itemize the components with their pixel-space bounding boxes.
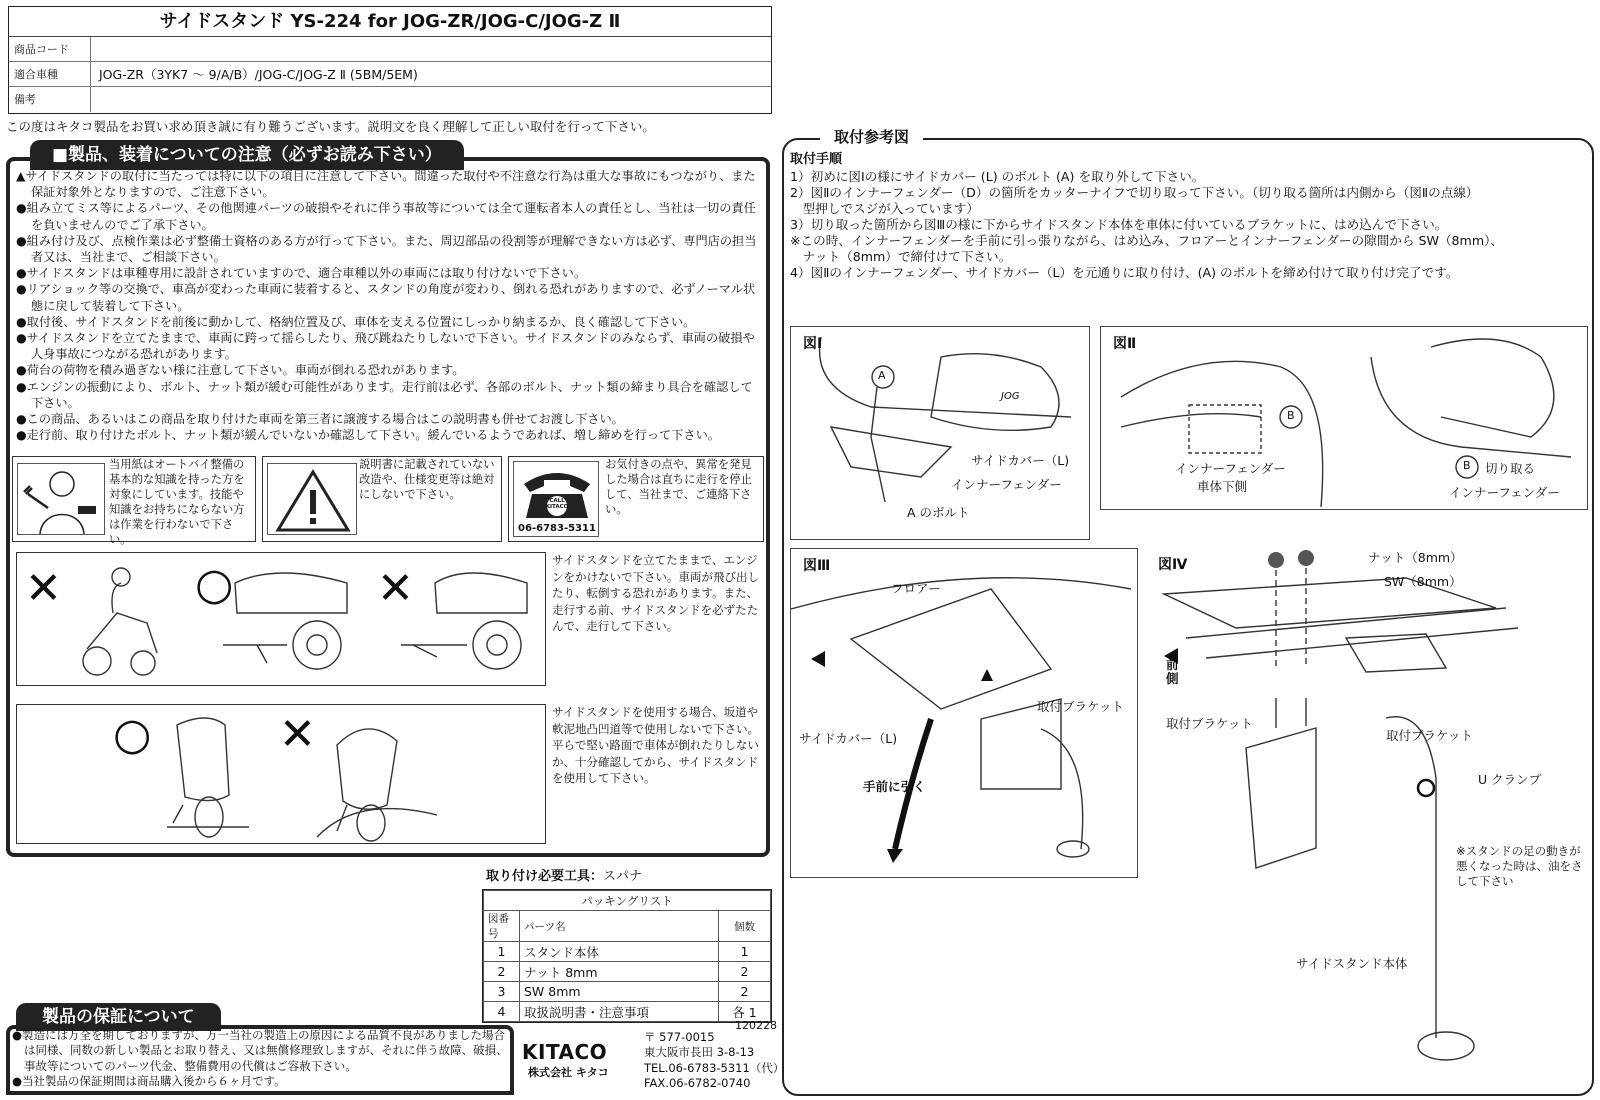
ng-mark: ✕ [377, 563, 414, 614]
warning-engine-text: サイドスタンドを立てたままで、エンジンをかけないで下さい。車両が飛び出したり、転倒する恐れがあります。また、走行する前、サイドスタンドを必ずたたんで、走行して下さい。 [552, 553, 759, 633]
caution-item: ●荷台の荷物を積み過ぎない様に注意して下さい。車両が倒れる恐れがあります。 [16, 363, 465, 378]
warning-slope-text: サイドスタンドを使用する場合、坂道や軟泥地凸凹道等で使用しないで下さい。平らで堅い路面で車体が倒れたりしないか、十分確認してから、サイドスタンドを使用して下さい。 [552, 705, 759, 785]
caution-item: ●エンジンの振動により、ボルト、ナット類が緩む可能性があります。走行前は必ず、各部のボルト、ナット類の締まり具合を確認して下さい。 [16, 379, 753, 410]
cell-fig: 2 [484, 962, 520, 982]
caution-item: ●取付後、サイドスタンドを前後に動かして、格納位置及び、車体を支える位置にしっかり納まるか、良く確認して下さい。 [16, 314, 696, 329]
figure-4 [1146, 548, 1588, 1090]
logo-text: KITACO [522, 1040, 608, 1064]
cell-name: ナット 8mm [520, 962, 719, 982]
step-item: 4）図Ⅱのインナーフェンダー、サイドカバー（L）を元通りに取り付け、(A) のボルトを締め付けて取り付け完了です。 [790, 265, 1459, 280]
side-cover-label: サイドカバー（L) [799, 731, 898, 746]
figure-1-label: 図Ⅰ [803, 336, 823, 352]
street-address: 東大阪市長田 3-8-13 [644, 1045, 755, 1060]
guarantee-list [12, 1028, 508, 1089]
ok-mark: ○ [113, 709, 152, 760]
notice-modification-text: 説明書に記載されていない改造や、仕様変更等は絶対にしないで下さい。 [359, 458, 495, 501]
compatible-model-label: 適合車種 [9, 62, 91, 86]
jog-brand: JOG [1001, 391, 1020, 402]
scooter-rear-drawings [17, 705, 547, 845]
step-item: 1）初めに図Ⅰの様にサイドカバー (L) のボルト (A) を取り外して下さい。 [790, 169, 1205, 184]
caution-title: ■製品、装着についての注意（必ずお読み下さい） [30, 140, 464, 170]
header-row-model [9, 62, 771, 87]
figure-2-label: 図Ⅱ [1113, 336, 1137, 352]
figure-4-drawing [1146, 548, 1588, 1090]
bolt-a-label: A のボルト [907, 505, 970, 520]
phone-call-label: CALL KITACO [545, 498, 569, 510]
ok-mark: ○ [195, 559, 234, 610]
notice-mechanic [12, 456, 256, 546]
header-row-code [9, 37, 771, 62]
compatible-model-value: JOG-ZR（3YK7 ～ 9/A/B）/JOG-C/JOG-Z Ⅱ (5BM/5EM) [99, 67, 418, 82]
cell-fig: 3 [484, 982, 520, 1002]
table-row [484, 942, 771, 962]
cell-qty: 各 1 [719, 1002, 771, 1022]
cell-name: 取扱説明書・注意事項 [520, 1002, 719, 1022]
figure-3 [790, 548, 1138, 878]
lubrication-note: ※スタンドの足の動きが悪くなった時は、油をさして下さい [1456, 844, 1583, 888]
inner-fender-label-2: インナーフェンダー [1449, 485, 1560, 500]
pull-label: 手前に引く [863, 779, 926, 794]
warning-slope-row [12, 700, 764, 848]
floor-label: フロアー [891, 581, 941, 596]
under-body-label: 車体下側 [1197, 479, 1248, 494]
guarantee-item: ●当社製品の保証期間は商品購入後から６ヶ月です。 [12, 1073, 286, 1088]
company-address [644, 1030, 784, 1091]
notice-mechanic-text: 当用紙はオートバイ整備の基本的な知識を持った方を対象にしています。技能や知識をお持ちにならない方は作業を行わないで下さい。 [109, 458, 245, 546]
step-item: 2）図Ⅱのインナーフェンダー（D）の箇所をカッターナイフで切り取って下さい。（切り取る箇所は内側から（図Ⅱの点線） [790, 185, 1479, 200]
warning-engine-row [12, 548, 764, 688]
caution-item: ●この商品、あるいはこの商品を取り付けた車両を第三者に譲渡する場合はこの説明書も併せてお渡し下さい。 [16, 412, 624, 427]
install-steps [790, 152, 1590, 281]
cell-name: SW 8mm [520, 982, 719, 1002]
packing-list [482, 889, 772, 1023]
step-item: 3）切り取った箇所から図Ⅲの様に下からサイドスタンド本体を車体に付いているブラケットに、はめ込んで下さい。 [790, 217, 1448, 232]
intro-text: この度はキタコ製品をお買い求め頂き誠に有り難うございます。説明文を良く理解して正しい取付を行って下さい。 [6, 119, 655, 134]
logo-subtext: 株式会社 キタコ [528, 1066, 609, 1079]
postal-code: 〒 577-0015 [644, 1030, 715, 1044]
table-row [484, 962, 771, 982]
telephone: TEL.06-6783-5311（代） [644, 1060, 785, 1075]
u-clamp-label: U クランプ [1478, 772, 1542, 787]
figure-4-label: 図Ⅳ [1158, 557, 1188, 573]
sw-label: SW（8mm） [1384, 574, 1462, 589]
product-code-label: 商品コード [9, 37, 91, 61]
cell-qty: 1 [719, 942, 771, 962]
cell-qty: 2 [719, 962, 771, 982]
figure-3-label: 図Ⅲ [803, 558, 831, 574]
caution-list [16, 168, 758, 443]
mechanic-icon [17, 463, 105, 535]
front-label: 前側 [1166, 657, 1179, 686]
side-cover-label: サイドカバー（L) [971, 453, 1070, 468]
bracket-label-1: 取付ブラケット [1166, 716, 1253, 731]
figure-2 [1100, 326, 1588, 510]
guarantee-item: ●製造には万全を期しておりますが、万一当社の製造上の原因による品質不良がありました場合は同様、同数の新しい製品とお取り替え、又は無償修理致しますが、それに伴う故障、破損、事故等についてのパーツ代金、整備費用の代償はご容赦下さい。 [12, 1028, 508, 1073]
packing-col-name: パーツ名 [520, 911, 719, 942]
cut-label: 切り取る [1485, 461, 1536, 476]
remarks-value [91, 87, 99, 112]
notice-modification [262, 456, 502, 542]
product-header-table [8, 6, 772, 114]
step-item: 型押しでスジが入っています） [790, 201, 979, 216]
packing-list-caption: パッキングリスト [484, 891, 771, 911]
tools-value: スパナ [603, 869, 643, 884]
packing-col-qty: 個数 [719, 911, 771, 942]
guarantee-title: 製品の保証について [16, 1003, 221, 1031]
notice-icon-row [12, 456, 764, 546]
warning-slope-illustration [16, 704, 546, 844]
caution-item: ●リアショック等の交換で、車高が変わった車両に装着すると、スタンドの角度が変わり、倒れる恐れがありますので、必ずノーマル状態に戻して装着して下さい。 [16, 282, 756, 313]
ng-mark: ✕ [279, 709, 316, 760]
bracket-label-2: 取付ブラケット [1386, 728, 1473, 743]
callout-b: B [1287, 409, 1295, 422]
cell-name: スタンド本体 [520, 942, 719, 962]
fax: FAX.06-6782-0740 [644, 1075, 751, 1090]
figure-1 [790, 326, 1090, 540]
install-title: 取付参考図 [820, 126, 923, 147]
required-tools [486, 865, 642, 884]
cell-fig: 1 [484, 942, 520, 962]
kitaco-logo [522, 1040, 609, 1080]
phone-number: 06-6783-5311 [518, 523, 596, 534]
document-code: 120228 [735, 1019, 777, 1032]
product-title: サイドスタンド YS-224 for JOG-ZR/JOG-C/JOG-Z Ⅱ [9, 7, 771, 37]
notice-contact [508, 456, 764, 542]
inner-fender-label: インナーフェンダー [951, 477, 1062, 492]
caution-item: ●サイドスタンドは車種専用に設計されていますので、適合車種以外の車両には取り付けないで下さい。 [16, 266, 587, 281]
remarks-label: 備考 [9, 87, 91, 112]
table-row [484, 982, 771, 1002]
phone-icon [513, 461, 599, 537]
stand-body-label: サイドスタンド本体 [1296, 956, 1408, 971]
ng-mark: ✕ [25, 563, 62, 614]
warning-triangle-icon [267, 463, 357, 535]
bracket-label: 取付ブラケット [1037, 699, 1124, 714]
caution-item: ▲サイドスタンドの取付に当たっては特に以下の項目に注意して下さい。間違った取付や不注意な行為は重大な事故にもつながり、また保証対象外となりますので、ご注意下さい。 [16, 169, 756, 200]
callout-a: A [878, 369, 886, 382]
tools-label: 取り付け必要工具： [486, 869, 604, 884]
packing-col-fig: 図番号 [484, 911, 520, 942]
caution-item: ●サイドスタンドを立てたままで、車両に跨って揺らしたり、飛び跳ねたりしないで下さい。サイドスタンドのみならず、車両の破損や人身事故につながる恐れがあります。 [16, 331, 755, 362]
caution-item: ●組み付け及び、点検作業は必ず整備士資格のある方が行って下さい。また、周辺部品の役割等が理解できない方は必ず、専門店の担当者又は、当社まで、ご相談下さい。 [16, 233, 757, 265]
cell-fig: 4 [484, 1002, 520, 1022]
table-row [484, 1002, 771, 1022]
notice-contact-text: お気付きの点や、異常を発見した場合は直ちに走行を停止して、当社まで、ご連絡下さい。 [605, 458, 752, 516]
step-item: ※この時、インナーフェンダーを手前に引っ張りながら、はめ込み、フロアーとインナーフェンダーの隙間から SW（8mm）、 [790, 233, 1503, 248]
nut-label: ナット（8mm） [1368, 550, 1463, 565]
cell-qty: 2 [719, 982, 771, 1002]
steps-title: 取付手順 [790, 152, 843, 167]
scooter-drawings [17, 553, 547, 687]
caution-item: ●走行前、取り付けたボルト、ナット類が緩んでいないか確認して下さい。緩んでいるようであれば、増し締めを行って下さい。 [16, 428, 720, 443]
caution-item: ●組み立てミス等によるパーツ、その他関連パーツの破損やそれに伴う事故等については全て運転者本人の責任とし、当社は一切の責任を負いませんのでご了承下さい。 [16, 201, 756, 232]
callout-b: B [1463, 459, 1471, 472]
inner-fender-label: インナーフェンダー [1175, 461, 1286, 476]
step-item: ナット（8mm）で締付けて下さい。 [790, 249, 1012, 264]
product-code-value [91, 37, 99, 61]
header-row-remarks [9, 87, 771, 112]
warning-engine-illustration [16, 552, 546, 686]
